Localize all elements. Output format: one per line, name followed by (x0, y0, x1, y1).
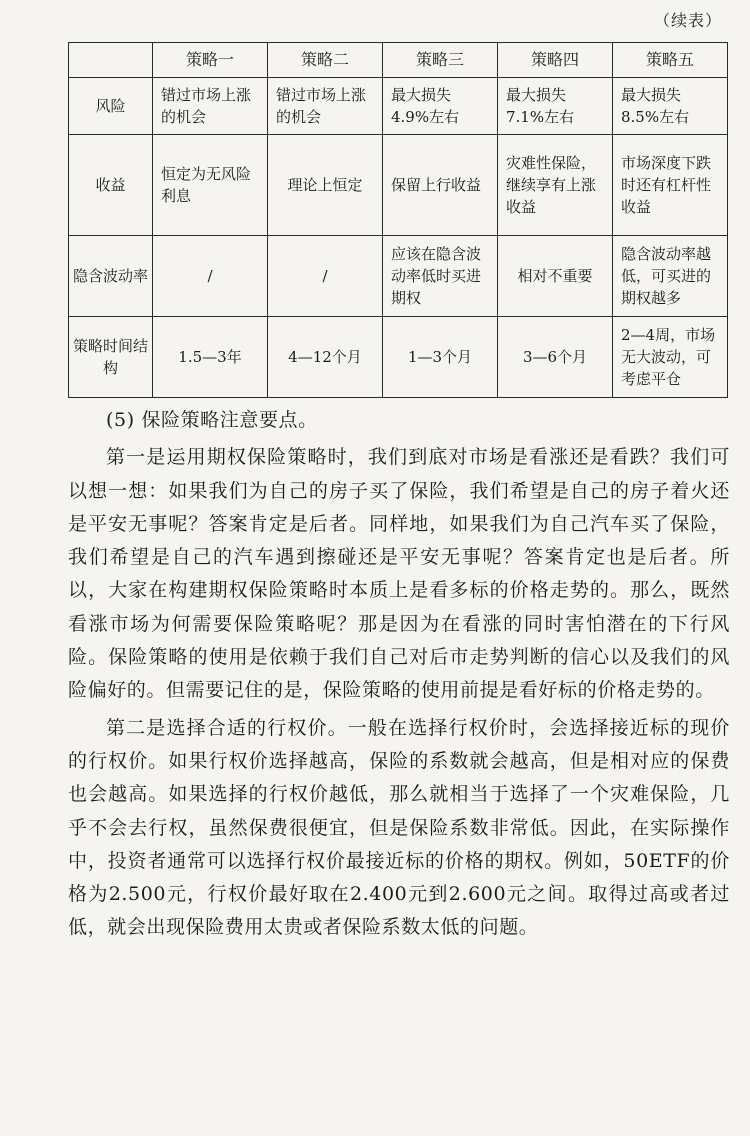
table-cell: 错过市场上涨的机会 (268, 78, 383, 135)
table-cell: 错过市场上涨的机会 (153, 78, 268, 135)
table-cell: 恒定为无风险利息 (153, 135, 268, 236)
table-header-cell: 策略三 (383, 43, 498, 78)
row-label-risk: 风险 (69, 78, 153, 135)
table-cell: 1.5—3年 (153, 317, 268, 398)
table-cell: 最大损失4.9%左右 (383, 78, 498, 135)
table-cell: 相对不重要 (498, 236, 613, 317)
table-header-cell: 策略一 (153, 43, 268, 78)
table-header-corner (69, 43, 153, 78)
table-cell: 理论上恒定 (268, 135, 383, 236)
table-header-cell: 策略四 (498, 43, 613, 78)
table-cell: / (153, 236, 268, 317)
table-cell: 1—3个月 (383, 317, 498, 398)
table-cell: 最大损失7.1%左右 (498, 78, 613, 135)
table-row (69, 78, 728, 135)
table-row (69, 236, 728, 317)
paragraph: 第二是选择合适的行权价。一般在选择行权价时，会选择接近标的现价的行权价。如果行权价选择越高，保险的系数就会越高，但是相对应的保费也会越高。如果选择的行权价越低，那么就相当于选择了一个灾难保险，几乎不会去行权，虽然保费很便宜，但是保险系数非常低。因此，在实际操作中，投资者通常可以选择行权价最接近标的价格的期权。例如，50ETF的价格为2.500元，行权价最好取在2.400元到2.600元之间。取得过高或者过低，就会出现保险费用太贵或者保险系数太低的问题。 (68, 716, 730, 939)
table-cell: / (268, 236, 383, 317)
table-cell: 2—4周，市场无大波动，可考虑平仓 (613, 317, 728, 398)
table-cell: 隐含波动率越低，可买进的期权越多 (613, 236, 728, 317)
continued-label: （续表） (653, 11, 722, 30)
strategy-comparison-table (68, 42, 728, 398)
table-cell: 4—12个月 (268, 317, 383, 398)
table-header-cell: 策略五 (613, 43, 728, 78)
table-cell: 3—6个月 (498, 317, 613, 398)
table-row (69, 135, 728, 236)
row-label-implied-volatility: 隐含波动率 (69, 236, 153, 317)
row-label-return: 收益 (69, 135, 153, 236)
table-cell: 应该在隐含波动率低时买进期权 (383, 236, 498, 317)
paragraph: 第一是运用期权保险策略时，我们到底对市场是看涨还是看跌？我们可以想一想：如果我们为自己的房子买了保险，我们希望是自己的房子着火还是平安无事呢？答案肯定是后者。同样地，如果我们为自己汽车买了保险，我们希望是自己的汽车遇到擦碰还是平安无事呢？答案肯定也是后者。所以，大家在构建期权保险策略时本质上是看多标的价格走势的。那么，既然看涨市场为何需要保险策略呢？那是因为在看涨的同时害怕潜在的下行风险。保险策略的使用是依赖于我们自己对后市走势判断的信心以及我们的风险偏好的。但需要记住的是，保险策略的使用前提是看好标的价格走势的。 (68, 446, 730, 702)
table-row (69, 317, 728, 398)
body-text (68, 404, 730, 949)
row-label-time-structure: 策略时间结构 (69, 317, 153, 398)
table-header-row (69, 43, 728, 78)
table-cell: 市场深度下跌时还有杠杆性收益 (613, 135, 728, 236)
table-cell: 最大损失8.5%左右 (613, 78, 728, 135)
table-cell: 保留上行收益 (383, 135, 498, 236)
section-heading: (5) 保险策略注意要点。 (106, 409, 318, 431)
table-cell: 灾难性保险，继续享有上涨收益 (498, 135, 613, 236)
table-header-cell: 策略二 (268, 43, 383, 78)
